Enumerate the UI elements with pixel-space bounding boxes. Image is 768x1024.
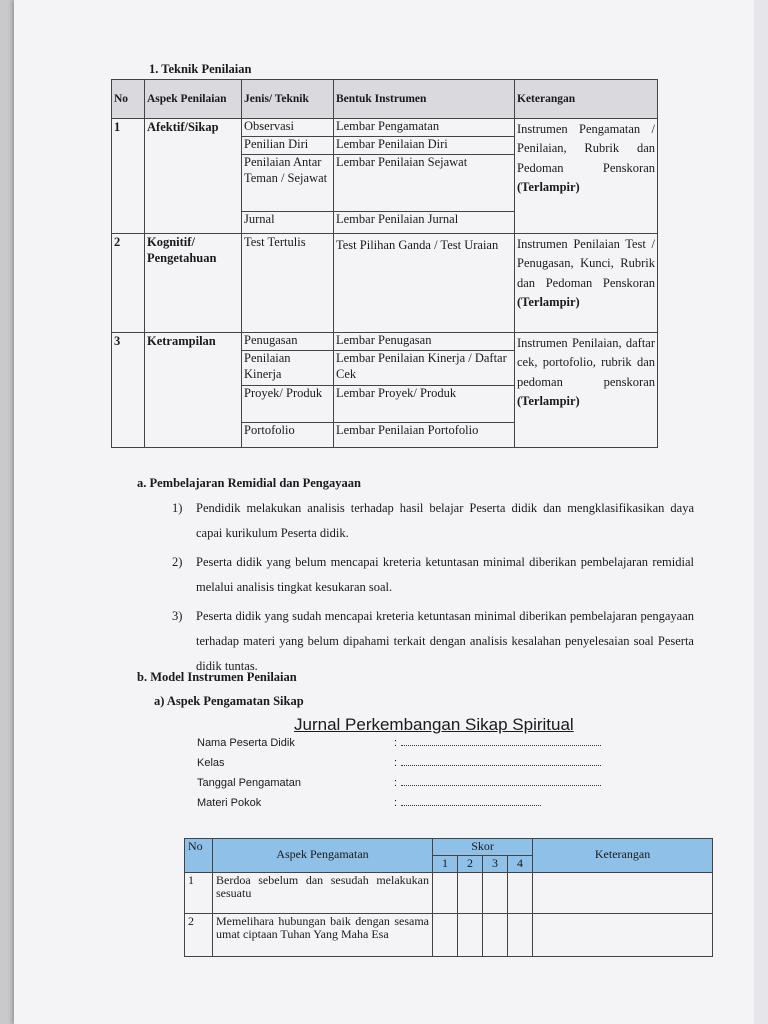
header-no: No (112, 80, 145, 119)
bentuk-item: Lembar Penilaian Diri (334, 137, 514, 155)
keterangan-terlampir: (Terlampir) (517, 394, 580, 409)
keterangan-terlampir: (Terlampir) (517, 180, 580, 195)
header-keterangan: Keterangan (533, 839, 713, 873)
field-label-tanggal: Tanggal Pengamatan (197, 777, 301, 789)
bentuk-item: Lembar Penilaian Kinerja / Daftar Cek (334, 351, 514, 386)
header-keterangan: Keterangan (515, 80, 658, 119)
field-label-nama: Nama Peserta Didik (197, 737, 295, 749)
header-aspek: Aspek Penilaian (145, 80, 242, 119)
score-cell (433, 913, 458, 956)
teknik-item: Jurnal (244, 212, 275, 226)
header-skor-2: 2 (458, 855, 483, 872)
keterangan-text: Instrumen Penilaian, daftar cek, portofolio, rubrik dan pedoman penskoran (517, 336, 655, 389)
paper-edge (754, 0, 768, 1024)
row-teknik: Test Tertulis (242, 234, 334, 333)
score-cell (458, 913, 483, 956)
field-kelas (394, 757, 601, 769)
section-b-title: b. Model Instrumen Penilaian (137, 670, 297, 684)
row-no: 1 (185, 872, 213, 913)
teknik-item: Penilaian Kinerja (242, 351, 333, 386)
field-separator: : (394, 737, 398, 749)
field-tanggal (394, 777, 601, 789)
teknik-item: Observasi (242, 119, 333, 137)
list-item-text: Peserta didik yang sudah mencapai kreteria ketuntasan minimal diberikan pembelajaran pengayaan terhadap materi yang belum dipahami terkait dengan analisis kesalahan penyelesaian soal Peserta didik tuntas. (196, 609, 694, 673)
bentuk-item: Lembar Penilaian Sejawat (334, 155, 514, 212)
teknik-item: Penilaian Antar Teman / Sejawat (242, 155, 333, 212)
row-aspek: Berdoa sebelum dan sesudah melakukan sesuatu (213, 872, 433, 913)
field-nama (394, 737, 601, 749)
table-row (185, 913, 713, 956)
teknik-item: Penugasan (242, 333, 333, 351)
list-item-number: 3) (172, 609, 183, 623)
row-bentuk-cell (334, 333, 515, 448)
row-no: 1 (112, 119, 145, 234)
score-cell (508, 872, 533, 913)
keterangan-text: Instrumen Pengamatan / Penilaian, Rubrik dan Pedoman Penskoran (517, 122, 655, 175)
bentuk-item: Lembar Pengamatan (334, 119, 514, 137)
row-no: 2 (185, 913, 213, 956)
bentuk-item: Lembar Penilaian Portofolio (336, 423, 479, 437)
row-aspek: Afektif/Sikap (145, 119, 242, 234)
header-skor: Skor (433, 839, 533, 856)
score-cell (433, 872, 458, 913)
field-label-kelas: Kelas (197, 757, 225, 769)
row-aspek: Memelihara hubungan baik dengan sesama umat ciptaan Tuhan Yang Maha Esa (213, 913, 433, 956)
field-separator: : (394, 757, 398, 769)
row-aspek: Kognitif/ Pengetahuan (145, 234, 242, 333)
jurnal-title: Jurnal Perkembangan Sikap Spiritual (294, 715, 574, 734)
row-teknik-cell (242, 333, 334, 448)
section-b-subtitle: a) Aspek Pengamatan Sikap (154, 694, 304, 708)
keterangan-terlampir: (Terlampir) (517, 295, 580, 310)
header-skor-3: 3 (483, 855, 508, 872)
bentuk-item: Lembar Proyek/ Produk (334, 386, 514, 423)
table-row (112, 234, 658, 333)
field-materi (394, 797, 541, 809)
row-keterangan (515, 234, 658, 333)
table-row (112, 333, 658, 448)
list-item (172, 496, 694, 546)
list-item-text: Pendidik melakukan analisis terhadap hasil belajar Peserta didik dan mengklasifikasikan daya capai kurikulum Peserta didik. (196, 501, 694, 540)
fill-line (401, 777, 601, 786)
bentuk-item: Lembar Penilaian Jurnal (336, 212, 459, 226)
teknik-item: Portofolio (244, 423, 295, 437)
row-keterangan (515, 333, 658, 448)
row-teknik-cell (242, 119, 334, 234)
field-separator: : (394, 797, 398, 809)
row-keterangan (515, 119, 658, 234)
remidial-list (172, 496, 694, 683)
fill-line (401, 757, 601, 766)
header-bentuk: Bentuk Instrumen (334, 80, 515, 119)
fill-line (401, 797, 541, 806)
teknik-item: Penilian Diri (242, 137, 333, 155)
score-cell (508, 913, 533, 956)
score-cell (458, 872, 483, 913)
row-bentuk: Test Pilihan Ganda / Test Uraian (334, 234, 515, 333)
list-item-number: 2) (172, 555, 183, 569)
list-item-text: Peserta didik yang belum mencapai kreteria ketuntasan minimal diberikan pembelajaran remidial melalui analisis tingkat kesukaran soal. (196, 555, 694, 594)
row-no: 3 (112, 333, 145, 448)
keterangan-cell (533, 872, 713, 913)
keterangan-text: Instrumen Penilaian Test / Penugasan, Kunci, Rubrik dan Pedoman Penskoran (517, 237, 655, 290)
row-aspek: Ketrampilan (145, 333, 242, 448)
list-item (172, 604, 694, 679)
list-item-number: 1) (172, 501, 183, 515)
teknik-item: Proyek/ Produk (242, 386, 333, 423)
header-teknik: Jenis/ Teknik (242, 80, 334, 119)
bentuk-item: Lembar Penugasan (334, 333, 514, 351)
score-cell (483, 913, 508, 956)
header-skor-1: 1 (433, 855, 458, 872)
header-no: No (185, 839, 213, 873)
keterangan-cell (533, 913, 713, 956)
document-page (14, 0, 768, 1024)
table-row (112, 119, 658, 234)
table-header-row (185, 839, 713, 856)
section-title-teknik-penilaian: 1. Teknik Penilaian (149, 62, 252, 76)
field-separator: : (394, 777, 398, 789)
table-header-row (112, 80, 658, 119)
header-aspek: Aspek Pengamatan (213, 839, 433, 873)
fill-line (401, 737, 601, 746)
table-row (185, 872, 713, 913)
teknik-penilaian-table (111, 79, 658, 448)
row-no: 2 (112, 234, 145, 333)
list-item (172, 550, 694, 600)
field-label-materi: Materi Pokok (197, 797, 262, 809)
row-bentuk-cell (334, 119, 515, 234)
sikap-table (184, 838, 713, 957)
score-cell (483, 872, 508, 913)
section-a-title: a. Pembelajaran Remidial dan Pengayaan (137, 476, 361, 490)
header-skor-4: 4 (508, 855, 533, 872)
